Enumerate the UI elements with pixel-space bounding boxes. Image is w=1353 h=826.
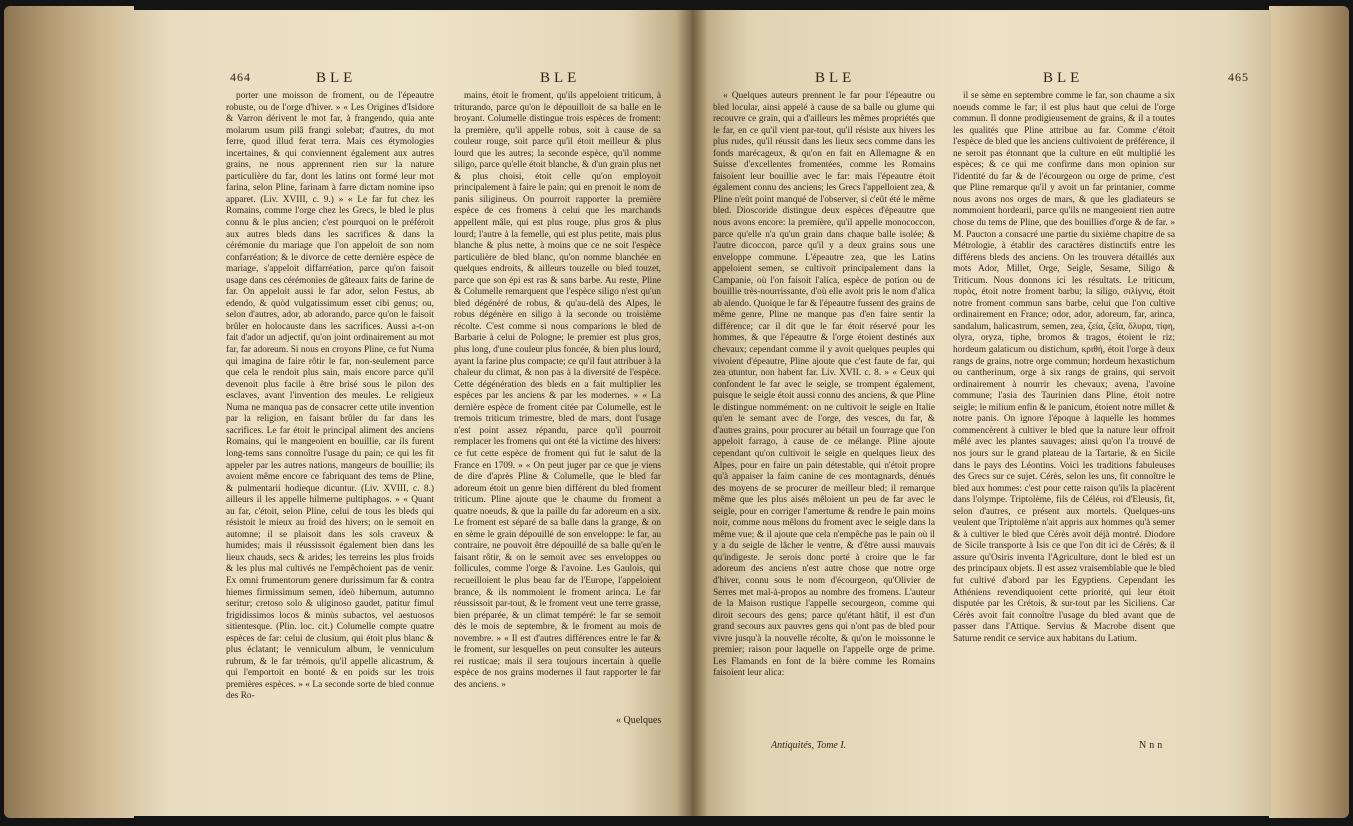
right-running-head-2: BLE (1043, 70, 1084, 86)
left-running-head-1: BLE (316, 70, 357, 86)
left-column-2 (454, 91, 661, 691)
book-gutter (676, 10, 708, 816)
right-folio: 465 (1228, 70, 1249, 84)
right-page-edges (1269, 6, 1349, 818)
signature-mark: Nnn (1139, 740, 1166, 751)
right-column-1-text: « Quelques auteurs prennent le far pour l'épeautre ou bled locular, ainsi appelé à cause de sa balle ou glume qui recouvre ce grain, qui a d'ailleurs les mêmes propriétés que le far, en ce qu'il vient par-tout, qu'il résiste aux hivers les plus rudes, qu'il réussit dans les lieux secs comme dans les fonds marécageux, & qu'on en fait en Allemagne & en Suisse d'excellentes fromentées, comme les Romains faisoient leur bouillie avec le far: mais l'épeautre étoit également connu des anciens; les Grecs l'appelloient zea, & Pline n'eût point manqué de l'observer, si c'eût été le même bled. Dioscoride distingue deux espèces d'épeautre que nous avons encore: la première, qu'il appelle monococcon, parce qu'elle n'a qu'un grain dans chaque balle isolée; & l'autre dicoccon, parce qu'il y a deux grains sous une enveloppe commune. L'épeautre zea, que les Latins appeloient semen, se cultivoit principalement dans la Campanie, où l'on faisoit l'alica, espèce de potion ou de bouillie très-nourrissante, d'où elle avoit pris le nom d'alica ab alendo. Quoique le far & l'épeautre fussent des grains de même genre, Pline ne manque pas d'en faire sentir la différence; car il dit que le far étoit réservé pour les hommes, & que l'épeautre & l'orge étoient destinés aux chevaux; cependant comme il y avoit quelques peuples qui vivoient d'épeautre, Pline ajoute que c'est faute de far, qui zea utuntur, non habent far. Liv. XVII. c. 8. » « Ceux qui confondent le far avec le seigle, se trompent également, puisque le seigle étoit aussi connu des anciens, & que Pline le distingue nommément: on ne cultivoit le seigle en Italie qu'en le semant avec de l'orge, des vesces, du far, & d'autres grains, pour procurer au bétail un fourrage que l'on appeloit farrago, à cause de ce mélange. Pline ajoute cependant qu'on cultivoit le seigle en quelques lieux des Alpes, pour en faire un pain détestable, qui n'étoit propre qu'à appaiser la faim canine de ces montagnards, dénués des moyens de se procurer de meilleur bled; il remarque même que les plus aisés mêloient un peu de far avec le seigle, pour en corriger l'amertume & rendre le pain moins noir, comme nous mêlons du froment avec le seigle dans la même vue; & il ajoute que cela n'empêche pas le pain où il y a du seigle de lâcher le ventre, & d'être aussi mauvais qu'indigeste. Je serois donc porté à croire que le far adoreum des anciens n'est autre chose que notre orge d'hiver, connu sous le nom d'écourgeon, qu'Olivier de Serres met mal-à-propos au nombre des fromens. L'auteur de la Maison rustique l'appelle secourgeon, comme qui diroit secours des gens; parce qu'étant hâtif, il est d'un grand secours aux pauvres gens qui n'ont pas de bled pour vivre jusqu'à la nouvelle récolte, & qu'on le moissonne le premier; raison pour laquelle on l'appelle orge de prime. Les Flamands en font de la bière comme les Romains faisoient leur alica: (713, 91, 935, 679)
left-running-head-2: BLE (540, 70, 581, 86)
right-column-1 (713, 91, 935, 680)
right-column-2 (953, 91, 1175, 645)
volume-footer: Antiquités, Tome I. (771, 740, 847, 751)
left-folio: 464 (230, 70, 251, 84)
right-page (691, 10, 1271, 816)
left-column-2-text: mains, étoit le froment, qu'ils appeloient triticum, à triturando, parce qu'on le dépouilloit de sa balle en le broyant. Columelle distingue trois espèces de froment: la première, qu'il appelle robus, soit à cause de sa couleur rouge, soit parce qu'il étoit meilleur & plus lourd que les autres; la seconde espèce, qu'il nomme siligo, parce qu'elle étoit blanche, & d'un grain plus net & plus choisi, étoit celle qu'on employoit principalement à faire le pain; qui en prenoit le nom de panis siligineus. On pourroit rapporter la première espèce de ces fromens à celui que les marchands appellent mâle, qui est plus rouge, plus gros & plus lourd; l'autre à la femelle, qui est plus petite, mais plus blanche & plus nette, à moins que ce ne soit l'espèce particulière de bled blanc, qu'on nomme blanchée en quelques endroits, & ailleurs touzelle ou bled touzet, parce que son épi est ras & sans barbe. Au reste, Pline & Columelle remarquent que l'espèce siligo n'est qu'un bled dégénéré de robus, & qu'au-delà des Alpes, le robus dégénère en siligo à la seconde ou troisième récolte. C'est comme si nous comparions le bled de Barbarie à celui de Pologne; le premier est plus gros, plus long, d'une couleur plus foncée, & bien plus lourd, ayant la farine plus compacte; ce qu'il faut attribuer à la chaleur du climat, & non pas à la diversité de l'espèce. Cette dégénération des bleds en a fait multiplier les espèces par les anciens & par les modernes. » « La dernière espèce de froment citée par Columelle, est le tremois triticum trimestre, bled de mars, dont l'usage n'est point assez répandu, parce qu'il pourroit remplacer les fromens qui ont été la victime des hivers: ce fut cette espèce de froment qui fut le salut de la France en 1709. » « On peut juger par ce que je viens de dire d'après Pline & Columelle, que le bled far adoreum étoit un genre bien différent du bled froment triticum. Pline ajoute que le chaume du froment a quatre noeuds, & que la paille du far adoreum en a six. Le froment est séparé de sa balle dans la grange, & on en sème le grain dépouillé de son enveloppe: le far, au contraire, ne pouvoit être dépouillé de sa balle qu'en le faisant rôtir, & on le semoit avec ses enveloppes ou follicules, comme l'orge & l'avoine. Les Gaulois, qui recueilloient le plus beau far de l'Europe, l'appeloient brance, & ils nommoient le froment arinca. Le far réussissoit par-tout, & le froment veut une terre grasse, bien préparée, & un climat tempéré: le far se semoit dès le mois de septembre, & le froment au mois de novembre. » « Il est d'autres différences entre le far & le froment, sur lesquelles on peut consulter les auteurs rei rusticae; mais il sera toujours incertain à quelle espèce de nos grains modernes il faut rapporter le far des anciens. » (454, 91, 661, 690)
catchword: « Quelques (616, 715, 662, 726)
left-page (124, 10, 691, 816)
left-column-1 (226, 91, 434, 703)
left-column-1-text: porter une moisson de froment, ou de l'épeautre robuste, ou de l'orge d'hiver. » « Les Origines d'Isidore & Varron dérivent le mot far, à frangendo, quia ante molarum usum pilâ frangi solebat; d'autres, du mot ferre, quod illud ferat terra. Mais ces étymologies incertaines, & qui conviennent également aux autres grains, ne nous apprennent rien sur la nature particulière du far, dont les latins ont formé leur mot farina, selon Pline, farinam à farre dictam nomine ipso apparet. (Liv. XVIII, c. 9.) » « Le far fut chez les Romains, comme l'orge chez les Grecs, le bled le plus connu & le plus ancien; c'est pourquoi on le préféroit aux autres bleds dans les sacrifices & dans la cérémonie du mariage que l'on appeloit de son nom confarréation; & le divorce de cette dernière espèce de mariage, s'appeloit diffarréation, parce qu'on faisoit usage dans ces cérémonies de gâteaux faits de farine de far. On appeloit aussi le far ador, selon Festus, ab edendo, & quòd vulgatissimum esset cibi genus; ou, selon d'autres, ador, ab adorando, parce qu'on le faisoit brûler en holocauste dans les sacrifices. Aussi a-t-on fait d'ador un adjectif, qu'on joint ordinairement au mot far, far adoreum. Si nous en croyons Pline, ce fut Numa qui imagina de faire rôtir le far, non-seulement parce que cela le rendoit plus sain, mais encore parce qu'il devenoit plus facile à être brisé sous le pilon des esclaves, avant l'invention des meules. Le religieux Numa ne manqua pas de consacrer cette utile invention par la religion, en faisant brûler du far dans les sacrifices. Le far étoit le principal aliment des anciens Romains, qui le mangeoient en bouillie, car ils furent long-tems sans connoître l'usage du pain; ce qui les fit appeler par les autres nations, mangeurs de bouillie; ils avoient même encore ce fabriquant des tems de Pline, & pulmentarii hodieque dicuntur. (Liv. XVIII, c. 8.) ailleurs il les appelle hilmerne pultiphagos. » « Quant au far, c'étoit, selon Pline, celui de tous les bleds qui résistoit le mieux au froid des hivers; on le semoit en automne; il se plaisoit dans les sols craveux & humides; mais il réussissoit également bien dans les lieux chauds, secs & arides; les terreins les plus froids & les plus mal cultivés ne l'empêchoient pas de venir. Ex omni frumentorum genere durissimum far & contra hiemes firmissimum semen, ideò hibernum, autumno seritur; cretoso solo & uliginoso gaudet, patitur fimul frigidissimos locos & minùs subactos, vel aestuosos sitientesque. (Plin. loc. cit.) Columelle compte quatre espèces de far: celui de clusium, qui étoit plus blanc & plus éclatant; le venniculum album, le venniculum rubrum, & le far trémois, qu'il appelle alicastrum, & qui l'emportoit en bonté & en poids sur les trois premières espèces. » « La seconde sorte de bled connue des Ro- (226, 91, 434, 702)
left-page-edges (4, 6, 134, 818)
right-running-head-1: BLE (815, 70, 856, 86)
right-column-2-text: il se sème en septembre comme le far, son chaume a six noeuds comme le far; il est plus haut que celui de l'orge commun. Il donne prodigieusement de grains, & il a toutes les qualités que Pline attribue au far. Comme c'étoit l'espèce de bled que les anciens cultivoient de préférence, il ne seroit pas étonnant que la culture en eût multiplié les espèces; & ce qui me confirme dans mon opinion sur l'identité du far & de l'écourgeon ou orge de prime, c'est que Pline remarque qu'il y avoit un far printanier, comme nous avons nos orges de mars, & que les gladiateurs se nommoient hordearii, parce qu'ils ne mangeoient rien autre chose du tems de Pline, que des bouillies d'orge & de far. » M. Paucton a consacré une partie du sixième chapitre de sa Métrologie, à établir des caractères distinctifs entre les différens bleds des anciens. On les trouvera détaillés aux mots Ador, Millet, Orge, Seigle, Sesame, Siligo & Triticum. Nous donnons ici les résultats. Le triticum, πυρὸς, étoit notre froment barbu; la siligo, σιλίγνις, étoit notre froment commun sans barbe, celui que l'on cultive ordinairement en France; odor, ador, adoreum, far, arinca, sandalum, halicastrum, semen, zea, ζεία, ζεῖα, ὄλυρα, τίφη, olyra, oryza, tiphe, bromos & tragos, étoient le riz; hordeum galaticum ou distichum, κριθή, étoit l'orge à deux rangs de grains, notre orge commun; hordeum hexastichum ou cantherinum, orge à six rangs de grains, qui servoit ordinairement à nourrir les chevaux; avena, l'avoine commune; l'asia des Taurinien dans Pline, étoit notre seigle; le milium enfin & le panicum, étoient notre millet & notre panis. On ignore l'époque à laquelle les hommes commencèrent à cultiver le bled que la nature leur offroit mêlé avec les plantes sauvages; ainsi qu'on l'a trouvé de nos jours sur le grand plateau de la Tartarie, & en Sicile dans le pays des Léontins. Voici les traditions fabuleuses des Grecs sur ce sujet. Cérès, selon les uns, fit connoître le bled aux hommes: c'est pour cette raison qu'ils la placèrent dans l'olympe. Triptolème, fils de Céléus, roi d'Eleusis, fit, selon d'autres, ce présent aux mortels. Quelques-uns veulent que Triptolème n'ait appris aux hommes qu'à semer & à cultiver le bled que Cérès avoit déjà montré. Diodore de Sicile transporte à Isis ce que l'on dit ici de Cérès; & il assure qu'Osiris inventa l'Agriculture, dont le bled est un des principaux objets. Il est assez vraisemblable que le bled fut cultivé d'abord par les Egyptiens. Cependant les Athéniens revendiquoient cette priorité, qui leur étoit disputée par les Crétois, & sur-tout par les Siciliens. Car Cérès avoit fait connoître l'usage du bled avant que de passer dans l'Attique. Servius & Macrobe disent que Saturne rendit ce service aux habitans du Latium. (953, 91, 1175, 644)
